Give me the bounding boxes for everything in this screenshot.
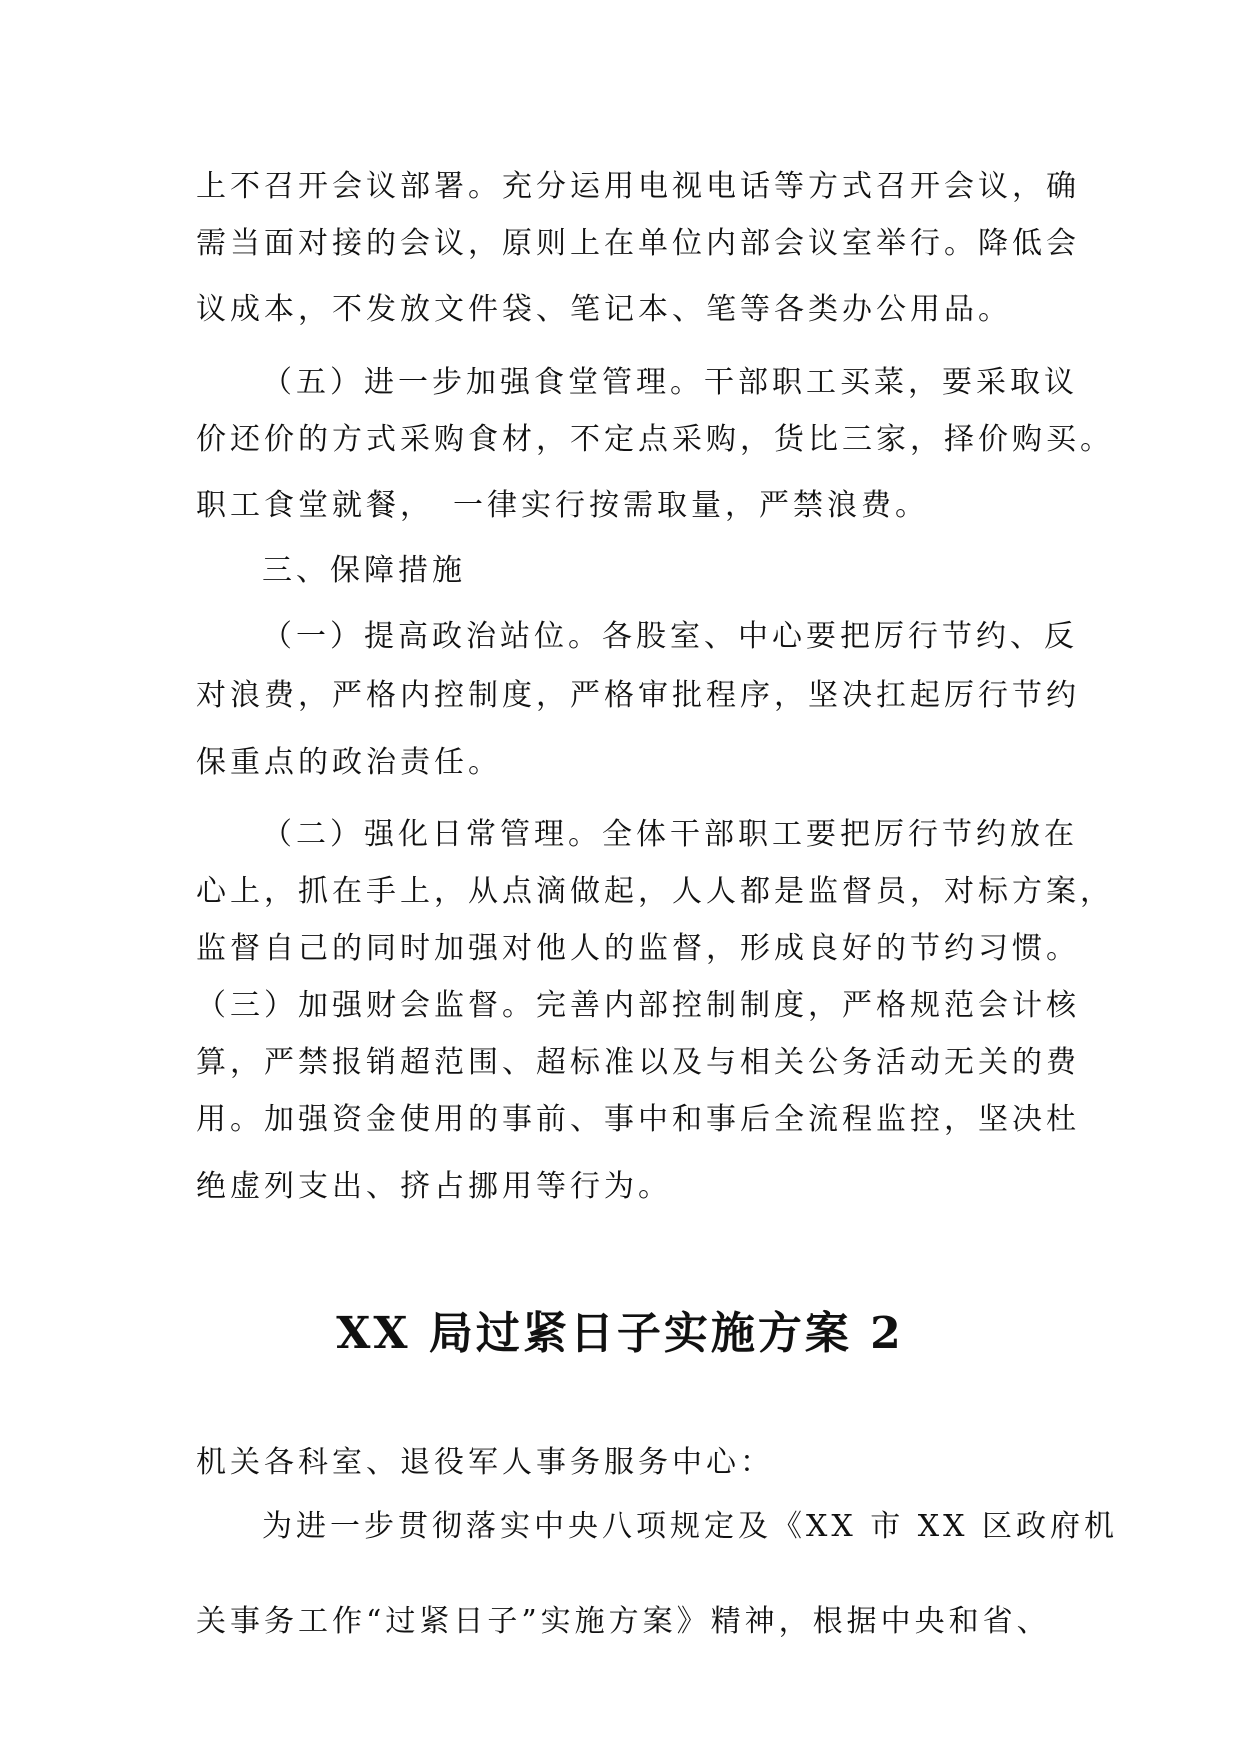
paragraph-line: 上不召开会议部署。充分运用电视电话等方式召开会议，确 — [196, 169, 1080, 204]
paragraph-line: 价还价的方式采购食材，不定点采购，货比三家，择价购买。 — [196, 422, 1114, 457]
paragraph-line: 职工食堂就餐， 一律实行按需取量，严禁浪费。 — [196, 488, 929, 523]
section-item-2: （二）强化日常管理。全体干部职工要把厉行节约放在 — [262, 817, 1078, 852]
paragraph-line: 需当面对接的会议，原则上在单位内部会议室举行。降低会 — [196, 226, 1080, 261]
paragraph-line: 监督自己的同时加强对他人的监督，形成良好的节约习惯。 — [196, 931, 1080, 966]
paragraph-line: 议成本，不发放文件袋、笔记本、笔等各类办公用品。 — [196, 292, 1012, 327]
document-title: XX 局过紧日子实施方案 2 — [336, 1308, 904, 1359]
paragraph-line: 算，严禁报销超范围、超标准以及与相关公务活动无关的费 — [196, 1045, 1080, 1080]
section-item-5: （五）进一步加强食堂管理。干部职工买菜，要采取议 — [262, 365, 1078, 400]
salutation-line: 机关各科室、退役军人事务服务中心： — [196, 1445, 774, 1480]
paragraph-line: 用。加强资金使用的事前、事中和事后全流程监控，坚决杜 — [196, 1102, 1080, 1137]
paragraph-line: 对浪费，严格内控制度，严格审批程序，坚决扛起厉行节约 — [196, 678, 1080, 713]
paragraph-line: 心上，抓在手上，从点滴做起，人人都是监督员，对标方案， — [196, 874, 1114, 909]
paragraph-line: 绝虚列支出、挤占挪用等行为。 — [196, 1169, 672, 1204]
paragraph-line: 为进一步贯彻落实中央八项规定及《XX 市 XX 区政府机 — [262, 1509, 1119, 1544]
section-heading: 三、保障措施 — [262, 553, 466, 588]
paragraph-line: 关事务工作“过紧日子”实施方案》精神，根据中央和省、 — [196, 1604, 1051, 1639]
section-item-1: （一）提高政治站位。各股室、中心要把厉行节约、反 — [262, 619, 1078, 654]
paragraph-line: 保重点的政治责任。 — [196, 745, 502, 780]
section-item-3: （三）加强财会监督。完善内部控制制度，严格规范会计核 — [196, 988, 1080, 1023]
